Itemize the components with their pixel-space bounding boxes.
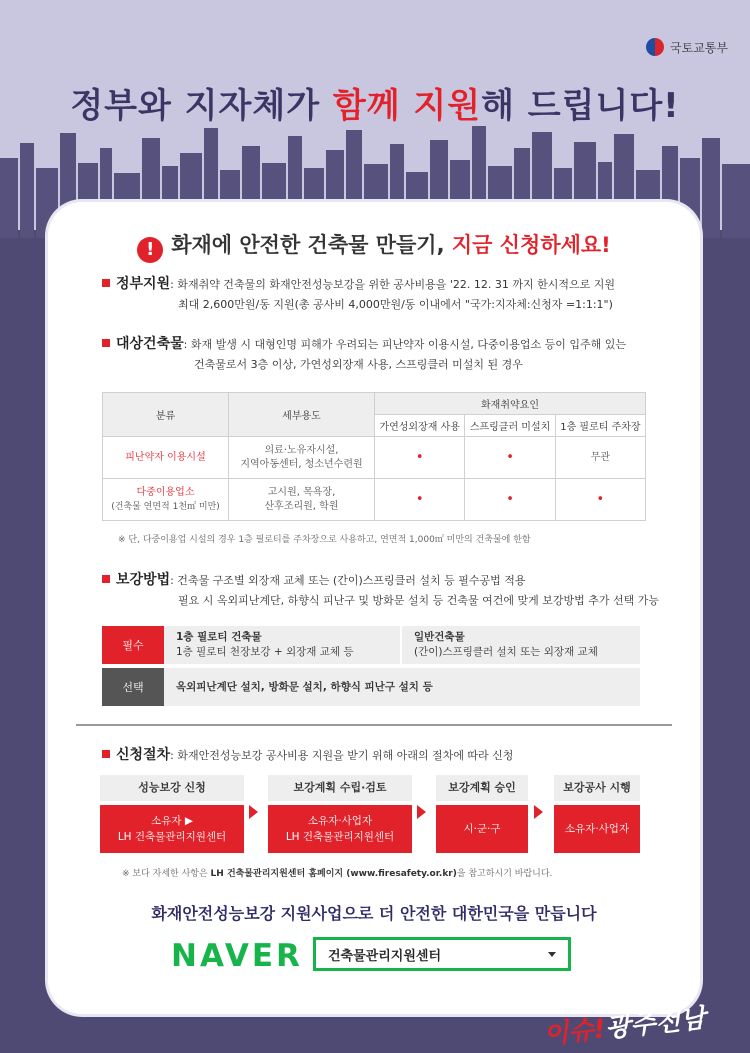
headline xyxy=(0,78,750,127)
cell-class xyxy=(103,479,229,521)
required-item-desc: (간이)스프링클러 설치 또는 외장재 교체 xyxy=(414,646,598,658)
th-f1: 가연성외장재 사용 xyxy=(375,415,465,437)
step-body-line: 소유자·사업자 xyxy=(564,823,630,835)
section-line: : 화재안전성능보강 공사비용 지원을 받기 위해 아래의 절차에 따라 신청 xyxy=(170,749,514,762)
required-label: 필수 xyxy=(102,626,164,664)
cell-f3: 무관 xyxy=(555,437,645,479)
optional-label: 선택 xyxy=(102,668,164,706)
cell-f2: • xyxy=(465,437,555,479)
section-line: : 건축물 구조별 외장재 교체 또는 (간이)스프링클러 설치 등 필수공법 적용 xyxy=(170,574,526,587)
section-head: 대상건축물 xyxy=(116,336,184,352)
section-line: : 화재취약 건축물의 화재안전성능보강을 위한 공사비용을 '22. 12. 31 까지 한시적으로 지원 xyxy=(170,278,615,291)
step-body-line: 시·군·구 xyxy=(463,823,501,835)
headline-highlight: 함께 지원 xyxy=(332,86,482,126)
step-arrow-icon xyxy=(249,805,258,819)
step-body-line: 소유자 ▶ xyxy=(151,815,193,827)
brand-white: 광주전남 xyxy=(604,1003,708,1044)
required-item xyxy=(402,626,640,664)
step-body-line: LH 건축물관리지원센터 xyxy=(285,831,395,843)
section-head: 신청절차 xyxy=(116,747,171,763)
step-title: 보강계획 수립·검토 xyxy=(268,775,412,801)
step-title: 보강계획 승인 xyxy=(436,775,528,801)
bullet-square-icon xyxy=(102,750,110,758)
cell-class: 피난약자 이용시설 xyxy=(103,437,229,479)
bullet-square-icon xyxy=(102,339,110,347)
th-detail: 세부용도 xyxy=(229,393,375,437)
card-title xyxy=(48,229,700,263)
naver-logo: NAVER xyxy=(171,938,303,974)
cell-detail: 고시원, 목욕장, 산후조리원, 학원 xyxy=(229,479,375,521)
section-head: 정부지원 xyxy=(116,276,171,292)
step-body-line: LH 건축물관리지원센터 xyxy=(117,831,227,843)
section-reinforce xyxy=(102,570,659,611)
th-f2: 스프링클러 미설치 xyxy=(465,415,555,437)
procedure-step xyxy=(554,775,640,853)
cell-f1: • xyxy=(375,437,465,479)
required-item xyxy=(164,626,402,664)
section-procedure xyxy=(102,745,513,766)
section-gov-support xyxy=(102,274,615,315)
procedure-step xyxy=(268,775,412,853)
search-query: 건축물관리지원센터 xyxy=(328,948,442,964)
headline-post: 해 드립니다! xyxy=(481,86,680,126)
headline-pre: 정부와 지자체가 xyxy=(70,86,333,126)
step-body xyxy=(436,805,528,853)
step-title: 성능보강 신청 xyxy=(100,775,244,801)
th-class: 분류 xyxy=(103,393,229,437)
procedure-step xyxy=(100,775,244,853)
brand-red: 이슈! xyxy=(542,1014,608,1051)
required-item-title: 일반건축물 xyxy=(414,631,465,643)
ministry-name: 국토교통부 xyxy=(670,40,728,55)
required-item-title: 1층 필로티 건축물 xyxy=(176,631,262,643)
step-arrow-icon xyxy=(534,805,543,819)
th-f3: 1층 필로티 주차장 xyxy=(555,415,645,437)
required-item-desc: 1층 필로티 천장보강 + 외장재 교체 등 xyxy=(176,646,354,658)
title-pre: 화재에 안전한 건축물 만들기, xyxy=(171,233,452,257)
section-line: 최대 2,600만원/동 지원(총 공사비 4,000만원/동 이내에서 "국가:지자체:신청자 =1:1:1") xyxy=(178,298,613,311)
section-target xyxy=(102,334,626,375)
classification-table xyxy=(102,392,646,521)
step-title: 보강공사 시행 xyxy=(554,775,640,801)
note-link-text: LH 건축물관리지원센터 홈페이지 (www.firesafety.or.kr) xyxy=(210,869,457,879)
th-factor: 화재취약요인 xyxy=(375,393,646,415)
title-highlight: 지금 신청하세요! xyxy=(451,233,611,257)
dropdown-caret-icon xyxy=(548,952,556,957)
cell-f1: • xyxy=(375,479,465,521)
cell-f3: • xyxy=(555,479,645,521)
ministry-logo xyxy=(646,38,728,56)
note-pre: ※ 보다 자세한 사항은 xyxy=(122,869,211,879)
step-arrow-icon xyxy=(417,805,426,819)
bullet-square-icon xyxy=(102,575,110,583)
step-body-line: 소유자·사업자 xyxy=(307,815,373,827)
search-box[interactable] xyxy=(313,937,571,971)
ministry-emblem-icon xyxy=(646,38,664,56)
cell-class-main: 다중이용업소 xyxy=(136,486,195,498)
cell-detail: 의료·노유자시설, 지역아동센터, 청소년수련원 xyxy=(229,437,375,479)
warning-icon: ! xyxy=(137,237,163,263)
required-methods xyxy=(102,626,640,664)
section-line: 필요 시 옥외피난계단, 하향식 피난구 및 방화문 설치 등 건축물 여건에 맞게 보강방법 추가 선택 가능 xyxy=(178,594,659,607)
section-head: 보강방법 xyxy=(116,572,171,588)
section-divider xyxy=(76,724,672,726)
note-post: 을 참고하시기 바랍니다. xyxy=(456,869,553,879)
procedure-note xyxy=(122,866,552,879)
step-body xyxy=(554,805,640,853)
section-line: 건축물로서 3층 이상, 가연성외장재 사용, 스프링클러 미설치 된 경우 xyxy=(194,358,523,371)
section-line: : 화재 발생 시 대형인명 피해가 우려되는 피난약자 이용시설, 다중이용업소 등이 입주해 있는 xyxy=(183,338,626,351)
info-card xyxy=(48,202,700,1014)
procedure-step xyxy=(436,775,528,853)
table-row xyxy=(103,437,646,479)
step-body xyxy=(100,805,244,853)
cell-class-sub: (건축물 연면적 1천㎡ 미만) xyxy=(111,501,220,512)
optional-methods xyxy=(102,668,640,706)
closing-message: 화재안전성능보강 지원사업으로 더 안전한 대한민국을 만듭니다 xyxy=(151,904,597,923)
bullet-square-icon xyxy=(102,279,110,287)
cell-f2: • xyxy=(465,479,555,521)
optional-desc: 옥외피난계단 설치, 방화문 설치, 하향식 피난구 설치 등 xyxy=(176,680,433,693)
table-note: ※ 단, 다중이용업 시설의 경우 1층 필로티를 주차장으로 사용하고, 연면적 1,000㎡ 미만의 건축물에 한함 xyxy=(118,535,531,545)
table-row xyxy=(103,479,646,521)
step-body xyxy=(268,805,412,853)
